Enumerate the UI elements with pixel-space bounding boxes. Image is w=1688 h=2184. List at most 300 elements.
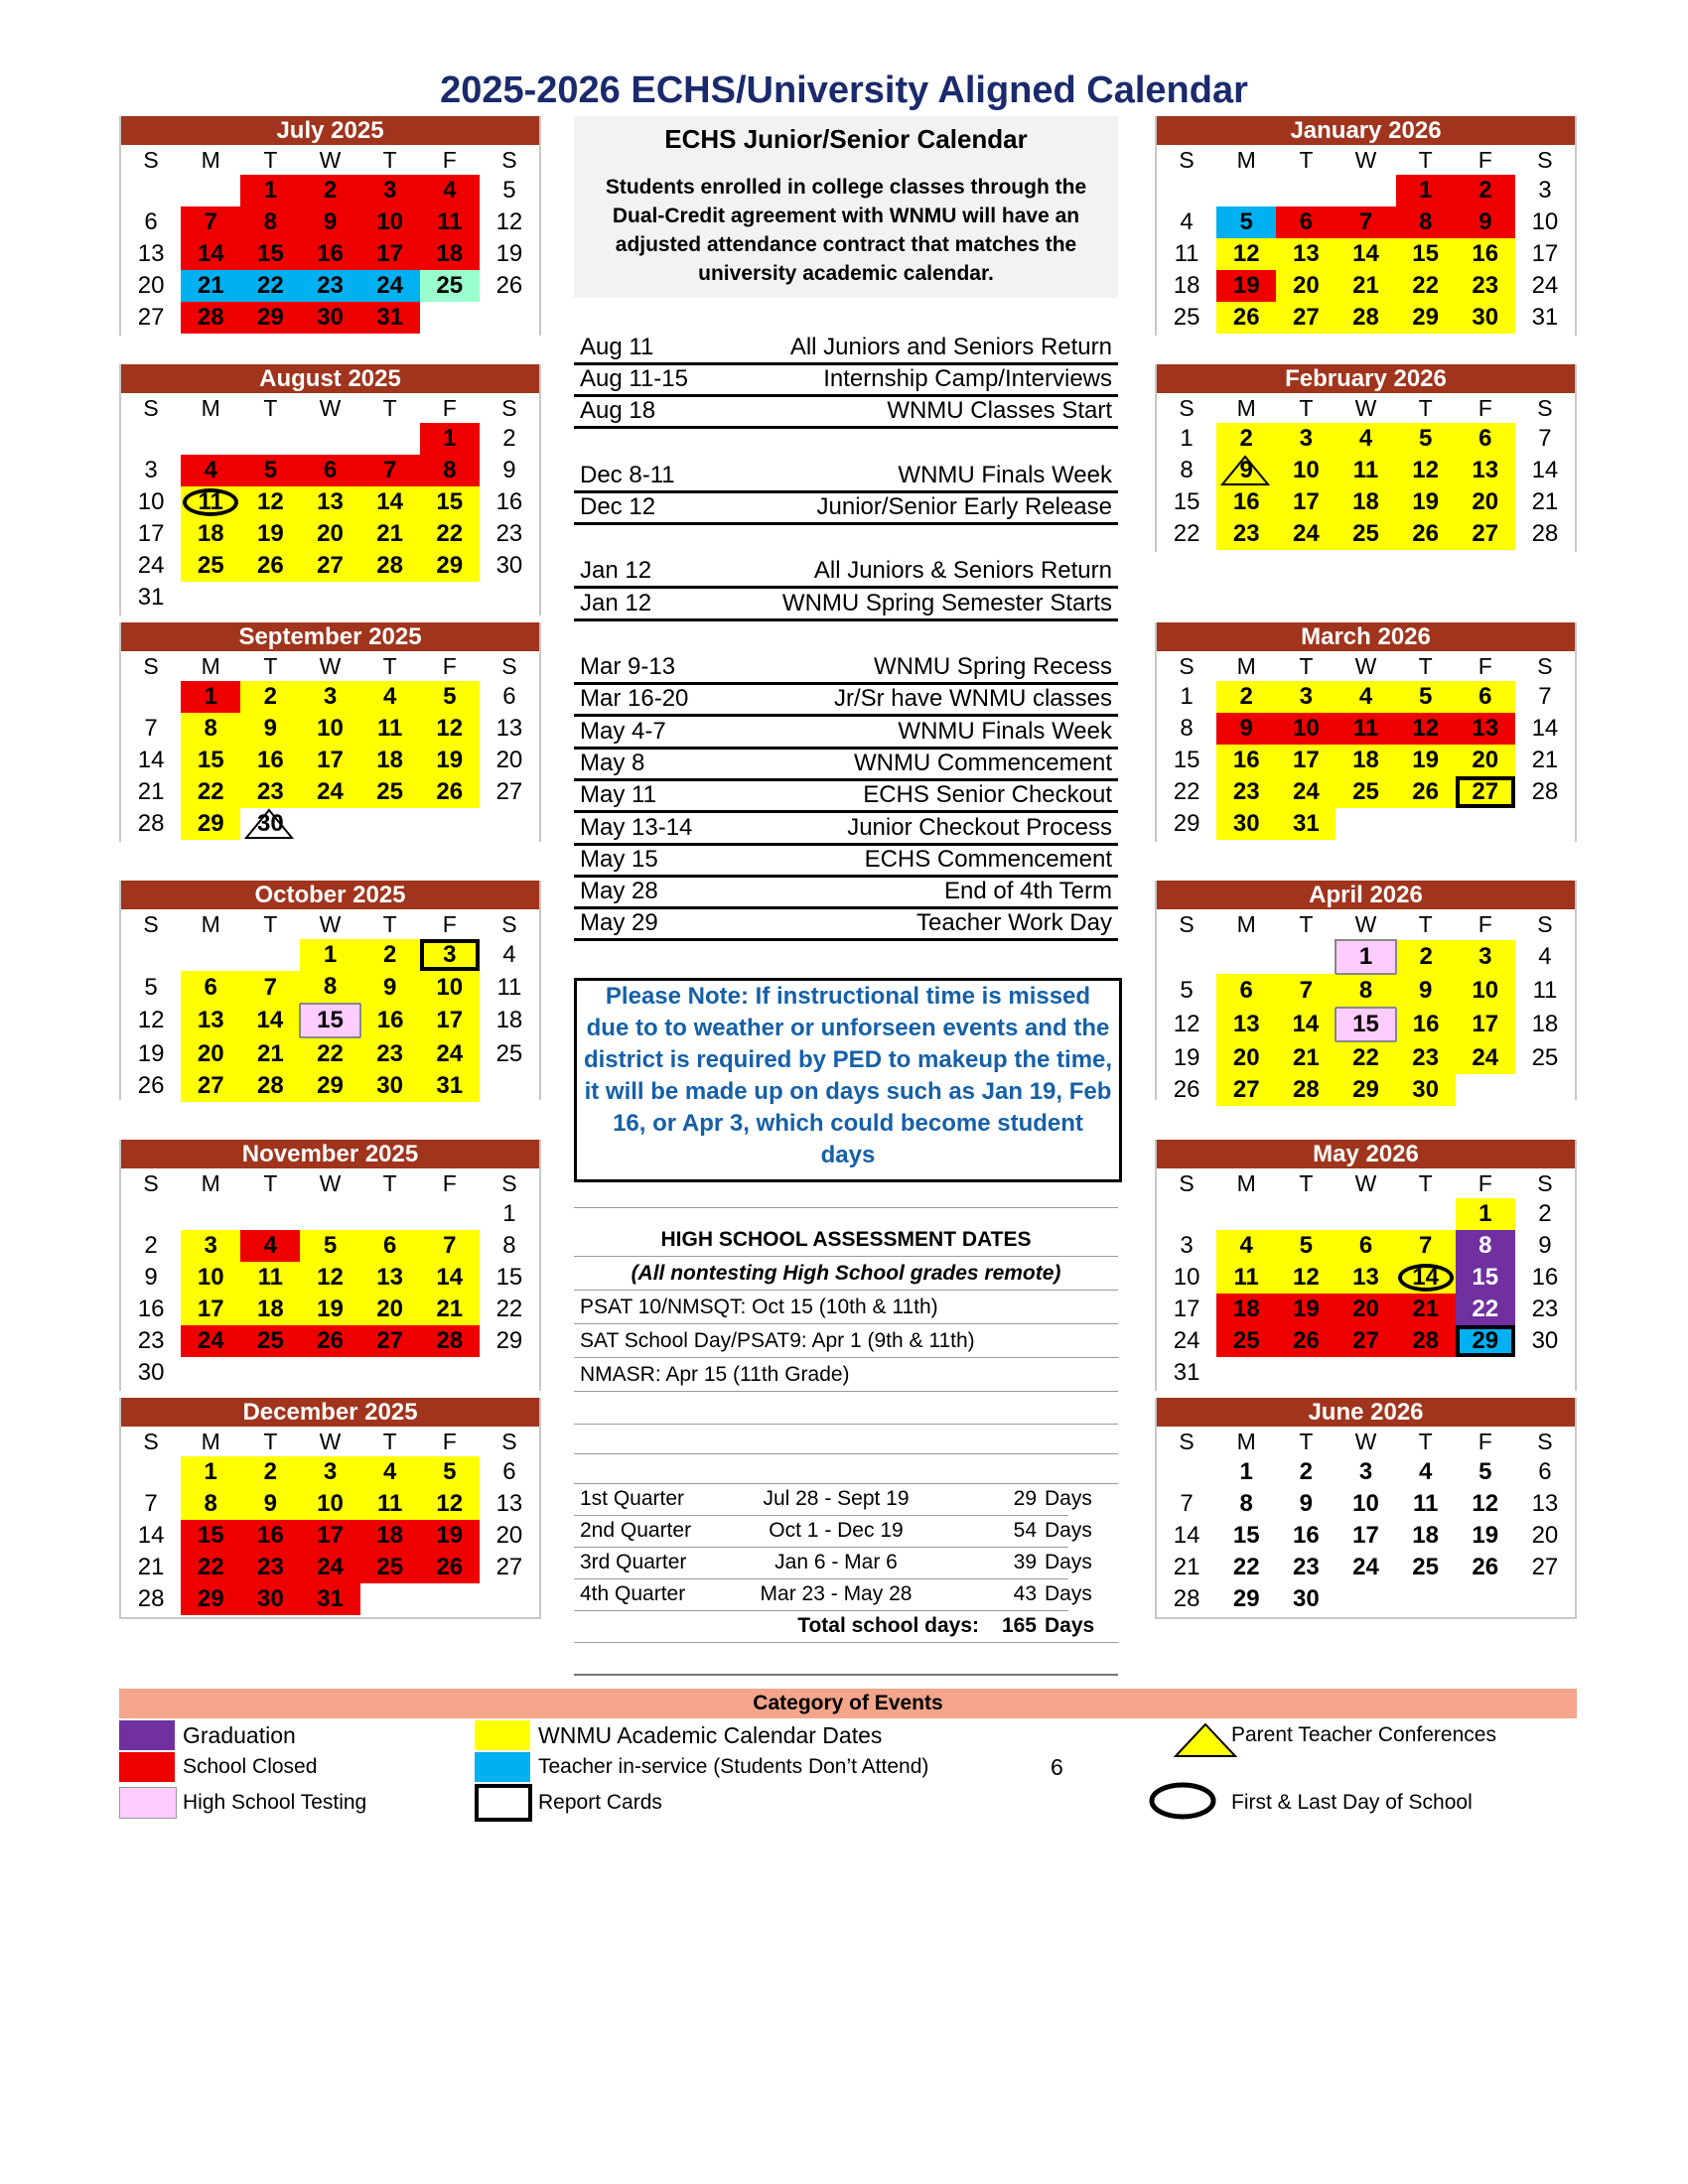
day-number: 4 [1418,1458,1433,1485]
day-number: 11 [1352,715,1379,742]
day-number: 16 [1232,488,1260,515]
day-cell [1515,270,1575,302]
day-number: 23 [376,1039,403,1067]
event-text: WNMU Spring Recess [873,653,1112,680]
quarter-range: Jul 28 - Sept 19 [763,1487,910,1510]
day-cell [121,1357,181,1389]
day-number: 20 [1352,1296,1379,1322]
day-number: 16 [1232,747,1260,773]
day-cell [1456,1294,1515,1325]
day-number: 31 [376,304,403,331]
empty-cell [1276,940,1336,974]
legend-heading: Category of Events [119,1689,1577,1718]
day-number: 4 [1239,1232,1253,1259]
day-number: 19 [1173,1043,1200,1071]
month-name: November 2025 [121,1140,539,1168]
day-cell [240,1262,300,1294]
day-cell [181,270,240,302]
day-cell [360,1230,420,1262]
day-cell [420,518,480,550]
day-cell [1157,1294,1216,1325]
day-cell [1396,940,1456,974]
day-cell [240,1294,300,1325]
day-number: 1 [1358,943,1373,970]
day-number: 15 [1352,1011,1379,1037]
day-cell [1515,745,1575,776]
day-number: 10 [1531,208,1559,235]
day-cell [1515,1041,1575,1074]
weekday-header: T [1299,394,1314,421]
month-name: October 2025 [121,881,539,909]
day-cell [1276,486,1336,518]
assessment-item: PSAT 10/NMSQT: Oct 15 (10th & 11th) [574,1291,1118,1324]
quarter-name: 1st Quarter [580,1487,685,1510]
day-number: 30 [1232,810,1260,837]
day-cell [360,1037,420,1070]
day-number: 28 [137,1585,165,1612]
day-cell [1216,1262,1276,1294]
day-cell [300,1262,359,1294]
day-cell [1157,302,1216,334]
day-number: 14 [1292,1011,1320,1037]
day-cell [1276,974,1336,1008]
day-number: 5 [1478,1458,1492,1485]
day-cell [1157,1041,1216,1074]
day-cell [1456,206,1515,238]
legend-testing: High School Testing [183,1791,367,1814]
day-cell [121,1552,181,1583]
day-cell [1276,713,1336,745]
day-number: 25 [1232,1327,1260,1354]
day-number: 16 [317,240,344,267]
event-text: WNMU Commencement [853,750,1112,776]
day-cell [1157,455,1216,486]
day-cell [121,1230,181,1262]
day-number: 30 [137,1359,165,1386]
day-cell [181,1230,240,1262]
day-cell [121,1583,181,1615]
day-number: 15 [257,240,284,267]
weekday-header: T [263,1428,278,1454]
day-cell [1456,713,1515,745]
day-number: 2 [1239,425,1253,452]
empty-cell [1515,1074,1575,1106]
day-number: 11 [1532,977,1558,1004]
day-cell [1157,423,1216,455]
day-number: 15 [1472,1264,1499,1291]
day-number: 13 [137,240,165,267]
day-cell [480,1230,539,1262]
day-number: 2 [1239,683,1253,710]
day-cell [181,1070,240,1102]
day-number: 13 [197,1007,224,1033]
day-cell [300,776,359,808]
day-number: 23 [1412,1043,1439,1071]
day-number: 9 [382,973,397,1001]
day-cell [480,238,539,270]
day-number: 10 [1293,715,1320,742]
day-number: 3 [443,941,457,968]
event-row [574,491,1118,525]
day-cell [480,455,539,486]
day-number: 26 [1293,1327,1320,1354]
day-cell [1157,745,1216,776]
day-number: 23 [1531,1296,1559,1322]
day-cell [1396,681,1456,713]
day-cell [1515,1294,1575,1325]
weekday-header: W [1354,146,1377,173]
day-number: 25 [1531,1043,1559,1071]
day-cell [181,1520,240,1552]
day-number: 8 [1478,1232,1492,1259]
day-number: 22 [1352,1044,1379,1071]
day-number: 29 [1232,1585,1260,1612]
day-cell [121,1262,181,1294]
day-cell [1396,1552,1456,1583]
day-cell [1157,1552,1216,1583]
day-cell [420,550,480,582]
day-cell [240,206,300,238]
day-number: 1 [263,177,278,204]
quarter-name: 3rd Quarter [580,1551,687,1573]
day-number: 22 [1232,1554,1260,1580]
day-number: 5 [1239,208,1253,235]
event-date: Aug 11 [580,334,654,360]
day-number: 21 [1412,1296,1439,1322]
weekday-header: M [201,394,220,421]
day-number: 23 [1293,1554,1320,1580]
month-name: December 2025 [121,1398,539,1427]
day-cell [360,518,420,550]
day-number: 13 [1472,457,1499,483]
event-text: Junior Checkout Process [847,814,1112,841]
empty-cell [1276,1357,1336,1389]
day-number: 8 [1180,715,1194,742]
day-number: 15 [197,747,224,773]
assessment-item: SAT School Day/PSAT9: Apr 1 (9th & 11th) [574,1324,1118,1358]
day-cell [360,939,420,971]
day-cell [240,971,300,1004]
day-number: 27 [1531,1554,1559,1580]
day-number: 26 [1412,520,1439,547]
day-number: 26 [1173,1076,1200,1103]
day-cell [1216,486,1276,518]
day-number: 15 [1173,747,1200,773]
day-number: 24 [137,552,165,579]
day-number: 3 [1478,943,1492,970]
day-number: 31 [137,584,165,611]
day-number: 31 [1173,1359,1200,1386]
weekday-header: S [1179,394,1195,421]
day-number: 20 [137,272,165,299]
day-number: 10 [1173,1264,1200,1291]
month-calendar [119,622,541,842]
day-cell [480,1004,539,1037]
weekday-header: M [201,910,220,937]
day-cell [121,1325,181,1357]
day-number: 4 [204,457,217,483]
day-cell [1336,238,1395,270]
day-cell [1396,1008,1456,1041]
empty-cell [1216,1357,1276,1389]
weekday-header: S [143,652,159,679]
day-cell [1515,1325,1575,1357]
day-number: 12 [1173,1011,1200,1037]
day-cell [1157,1074,1216,1106]
weekday-header: T [1418,1169,1433,1196]
event-text: All Juniors and Seniors Return [789,334,1112,360]
empty-cell [480,1070,539,1102]
day-number: 29 [1412,304,1439,331]
day-number: 23 [1472,272,1499,299]
day-number: 8 [1180,457,1194,483]
empty-cell [1456,1357,1515,1389]
day-number: 2 [144,1232,158,1259]
day-number: 28 [1531,778,1559,805]
day-cell [1515,423,1575,455]
weekday-header: T [1299,1169,1314,1196]
day-number: 24 [1293,778,1320,805]
event-date: Mar 16-20 [580,685,689,712]
legend-ptc: Parent Teacher Conferences [1231,1723,1496,1746]
day-number: 20 [1472,488,1499,515]
day-cell [420,1552,480,1583]
day-number: 5 [1299,1232,1314,1259]
weekday-header: S [501,910,517,937]
day-cell [121,486,181,518]
weekday-header: S [1537,1428,1553,1454]
day-number: 7 [1180,1490,1194,1517]
day-cell [360,270,420,302]
day-number: 6 [382,1232,397,1259]
day-cell [1336,974,1395,1008]
day-number: 29 [1173,810,1200,837]
day-cell [480,1294,539,1325]
day-number: 5 [502,177,516,204]
day-cell [1456,1552,1515,1583]
day-number: 9 [1418,977,1433,1004]
divider [574,1674,1118,1676]
day-cell [1216,1456,1276,1488]
day-number: 31 [1293,810,1320,837]
weekday-header: W [319,652,342,679]
day-number: 2 [323,177,338,204]
empty-cell [121,423,181,455]
day-number: 8 [502,1232,516,1259]
day-cell [181,808,240,840]
day-cell [1396,1488,1456,1520]
day-cell [181,1262,240,1294]
weekday-header: S [143,1428,159,1454]
day-cell [240,1552,300,1583]
day-number: 26 [1412,778,1439,805]
day-cell [420,1488,480,1520]
day-cell [480,971,539,1004]
weekday-header: W [319,1428,342,1454]
event-text: Junior/Senior Early Release [816,493,1112,520]
weekday-header: W [1354,652,1377,679]
day-cell [480,423,539,455]
weekday-header: S [1179,652,1195,679]
legend-first-last: First & Last Day of School [1231,1791,1473,1814]
day-number: 29 [257,304,284,331]
day-number: 27 [495,778,523,805]
day-cell [1276,455,1336,486]
day-cell [121,1294,181,1325]
junior-senior-info-box [574,116,1118,298]
day-cell [1216,745,1276,776]
day-cell [1456,238,1515,270]
weekday-header: W [319,146,342,173]
day-number: 16 [495,488,523,515]
total-days: 165 [1001,1614,1037,1637]
day-number: 3 [323,683,338,710]
empty-cell [1157,175,1216,206]
day-cell [480,713,539,745]
day-cell [1456,1262,1515,1294]
day-number: 5 [323,1232,338,1259]
event-row [574,907,1118,941]
event-row [574,619,1118,650]
weekday-header: T [1299,1428,1314,1454]
empty-cell [240,1357,300,1389]
day-number: 11 [1174,240,1199,267]
weekday-header: M [201,1169,220,1196]
day-number: 20 [1531,1522,1559,1549]
day-cell [1396,518,1456,550]
event-text: Jr/Sr have WNMU classes [833,685,1112,712]
day-cell [240,1325,300,1357]
day-cell [360,238,420,270]
empty-cell [1396,1198,1456,1230]
day-cell [1336,1041,1395,1074]
day-cell [300,1230,359,1262]
junior-senior-heading: ECHS Junior/Senior Calendar [664,124,1028,154]
empty-cell [480,808,539,840]
day-number: 25 [197,552,224,579]
day-cell [1515,776,1575,808]
empty-cell [420,1583,480,1615]
event-row [574,779,1118,813]
day-number: 31 [317,1585,344,1612]
day-cell [1456,776,1515,808]
day-number: 2 [263,1458,278,1485]
month-calendar [1155,116,1577,336]
day-cell [181,1456,240,1488]
day-number: 11 [198,488,223,515]
day-number: 1 [1478,1200,1492,1227]
graduation-swatch [119,1720,175,1750]
day-number: 16 [1531,1264,1559,1291]
day-cell [181,745,240,776]
legend-report-cards: Report Cards [538,1791,662,1814]
day-cell [480,1520,539,1552]
day-number: 10 [317,1490,344,1517]
day-cell [420,745,480,776]
day-number: 19 [436,747,464,773]
day-number: 11 [1233,1264,1259,1291]
day-cell [420,681,480,713]
day-cell [300,270,359,302]
day-number: 22 [1173,520,1200,547]
legend-wnmu: WNMU Academic Calendar Dates [538,1722,883,1748]
day-cell [1336,1008,1395,1041]
day-number: 15 [1232,1522,1260,1549]
day-cell [1336,940,1395,974]
day-number: 20 [1472,747,1499,773]
day-number: 17 [1173,1296,1200,1322]
total-days-row [574,1610,1118,1643]
day-number: 3 [1358,1458,1373,1485]
day-number: 4 [502,941,516,968]
day-number: 12 [436,1490,464,1517]
day-cell [181,776,240,808]
day-number: 24 [197,1327,224,1354]
day-cell [300,486,359,518]
day-number: 12 [1472,1490,1499,1517]
weekday-header: T [1299,911,1314,937]
empty-cell [1276,175,1336,206]
day-cell [420,1070,480,1102]
day-cell [1276,745,1336,776]
weekday-header: F [442,146,457,173]
quarter-row [574,1483,1092,1516]
day-cell [1396,745,1456,776]
day-number: 14 [1352,240,1379,267]
day-cell [480,1262,539,1294]
day-cell [181,713,240,745]
event-date: May 4-7 [580,718,666,745]
day-cell [1336,518,1395,550]
empty-cell [420,1357,480,1389]
day-number: 18 [197,520,224,547]
day-number: 23 [257,778,284,805]
day-number: 23 [1232,520,1260,547]
day-number: 15 [1412,240,1439,267]
legend-school-closed: School Closed [183,1755,318,1778]
day-number: 3 [1180,1232,1194,1259]
day-cell [1157,776,1216,808]
day-number: 25 [1352,520,1379,547]
day-number: 12 [1412,715,1439,742]
day-cell [360,1262,420,1294]
month-calendar [1155,1398,1577,1619]
day-number: 21 [1531,488,1559,515]
weekday-header: S [1537,652,1553,679]
day-number: 17 [1472,1011,1499,1037]
day-cell [1515,455,1575,486]
day-cell [1276,1294,1336,1325]
day-cell [181,681,240,713]
day-cell [1276,681,1336,713]
day-cell [360,1004,420,1037]
empty-cell [1515,1583,1575,1615]
day-number: 18 [495,1007,523,1033]
day-number: 30 [257,1585,284,1612]
day-cell [420,776,480,808]
day-number: 2 [1299,1458,1314,1485]
day-cell [420,1230,480,1262]
weekday-header: T [263,394,278,421]
empty-cell [480,1357,539,1389]
day-cell [300,1520,359,1552]
day-cell [480,518,539,550]
day-number: 6 [323,457,338,483]
day-cell [360,745,420,776]
day-cell [420,175,480,206]
day-number: 8 [204,715,217,742]
day-cell [360,681,420,713]
